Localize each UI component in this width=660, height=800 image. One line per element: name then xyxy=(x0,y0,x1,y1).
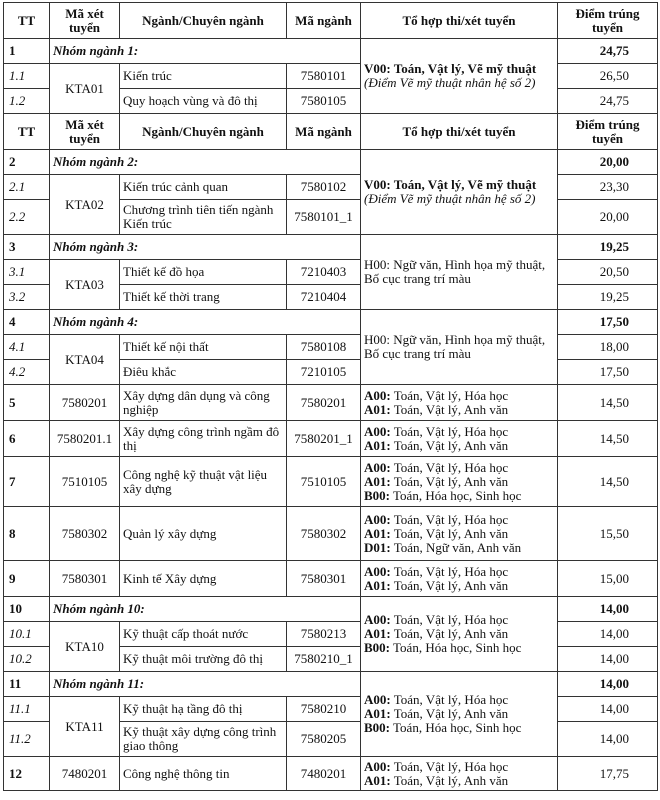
row-score: 17,50 xyxy=(558,360,658,385)
row-ma-nganh: 7580210 xyxy=(287,697,361,722)
header-tt: TT xyxy=(4,3,50,39)
row-ma-nganh: 7580213 xyxy=(287,622,361,647)
row-ma-nganh: 7210404 xyxy=(287,285,361,310)
row-tt: 8 xyxy=(4,507,50,561)
combo-text: V00: Toán, Vật lý, Vẽ mỹ thuật xyxy=(364,61,537,76)
combo-subjects: Toán, Vật lý, Anh văn xyxy=(390,706,509,721)
row-score: 14,50 xyxy=(558,421,658,457)
combo-subjects: Toán, Vật lý, Hóa học xyxy=(390,612,509,627)
group-score: 14,00 xyxy=(558,597,658,622)
table-row xyxy=(4,260,658,285)
combo-cell xyxy=(361,507,558,561)
row-score: 20,00 xyxy=(558,200,658,235)
combo-subjects: Toán, Vật lý, Hóa học xyxy=(390,692,509,707)
row-nganh: Công nghệ thông tin xyxy=(120,757,287,791)
row-score: 14,00 xyxy=(558,722,658,757)
row-nganh: Kiến trúc xyxy=(120,64,287,89)
combo-cell xyxy=(361,310,558,385)
combo-code: A00: xyxy=(364,758,391,774)
row-ma-nganh: 7580102 xyxy=(287,175,361,200)
row-tt: 4.2 xyxy=(4,360,50,385)
group-name: Nhóm ngành 3: xyxy=(50,235,361,260)
row-tt: 6 xyxy=(4,421,50,457)
row-tt: 5 xyxy=(4,385,50,421)
group-name: Nhóm ngành 1: xyxy=(50,39,361,64)
group-tt: 1 xyxy=(4,39,50,64)
row-score: 14,50 xyxy=(558,457,658,507)
combo-code: A00: xyxy=(364,459,391,475)
group-tt: 10 xyxy=(4,597,50,622)
row-nganh: Kinh tế Xây dựng xyxy=(120,561,287,597)
row-tt: 7 xyxy=(4,457,50,507)
row-score: 18,00 xyxy=(558,335,658,360)
row-ma-xet-tuyen: KTA10 xyxy=(50,622,120,672)
row-tt: 11.1 xyxy=(4,697,50,722)
combo-cell xyxy=(361,457,558,507)
header-row xyxy=(4,3,658,39)
row-ma-nganh: 7580105 xyxy=(287,89,361,114)
header-diem: Điểm trúng tuyển xyxy=(558,114,658,150)
table-row xyxy=(4,175,658,200)
row-ma-xet-tuyen: 7480201 xyxy=(50,757,120,791)
row-tt: 10.1 xyxy=(4,622,50,647)
row-nganh: Quy hoạch vùng và đô thị xyxy=(120,89,287,114)
group-name: Nhóm ngành 2: xyxy=(50,150,361,175)
combo-subjects: Toán, Vật lý, Hóa học xyxy=(390,387,509,403)
row-ma-nganh: 7580101 xyxy=(287,64,361,89)
combo-code: A00: xyxy=(364,387,391,403)
row-ma-nganh: 7580201_1 xyxy=(287,421,361,457)
combo-note: (Điểm Vẽ mỹ thuật nhân hệ số 2) xyxy=(364,75,536,90)
row-ma-xet-tuyen: 7510105 xyxy=(50,457,120,507)
row-tt: 12 xyxy=(4,757,50,791)
group-tt: 3 xyxy=(4,235,50,260)
row-score: 24,75 xyxy=(558,89,658,114)
header-nganh: Ngành/Chuyên ngành xyxy=(120,3,287,39)
header-ma-xet-tuyen: Mã xét tuyển xyxy=(50,114,120,150)
combo-cell xyxy=(361,597,558,672)
header-to-hop: Tổ hợp thi/xét tuyển xyxy=(361,114,558,150)
combo-cell xyxy=(361,421,558,457)
row-ma-xet-tuyen: 7580302 xyxy=(50,507,120,561)
table-row xyxy=(4,507,658,561)
combo-subjects: Toán, Vật lý, Anh văn xyxy=(390,577,509,593)
row-ma-xet-tuyen: 7580301 xyxy=(50,561,120,597)
row-nganh: Kiến trúc cảnh quan xyxy=(120,175,287,200)
row-ma-nganh: 7580301 xyxy=(287,561,361,597)
row-score: 19,25 xyxy=(558,285,658,310)
group-tt: 2 xyxy=(4,150,50,175)
row-nganh: Thiết kế đồ họa xyxy=(120,260,287,285)
group-tt: 11 xyxy=(4,672,50,697)
combo-cell xyxy=(361,39,558,114)
admission-scores-table xyxy=(3,2,658,791)
combo-subjects: Toán, Ngữ văn, Anh văn xyxy=(390,539,522,555)
combo-subjects: Toán, Hóa học, Sinh học xyxy=(390,640,522,655)
combo-cell xyxy=(361,561,558,597)
combo-subjects: Toán, Hóa học, Sinh học xyxy=(390,720,522,735)
combo-cell xyxy=(361,672,558,757)
combo-subjects: Toán, Vật lý, Hóa học xyxy=(390,423,509,439)
combo-code: B00: xyxy=(364,487,390,503)
group-row xyxy=(4,39,658,64)
combo-cell xyxy=(361,235,558,310)
group-name: Nhóm ngành 4: xyxy=(50,310,361,335)
row-nganh: Công nghệ kỹ thuật vật liệu xây dựng xyxy=(120,457,287,507)
combo-code: A01: xyxy=(364,401,391,417)
combo-code: A00: xyxy=(364,612,391,627)
row-nganh: Xây dựng công trình ngầm đô thị xyxy=(120,421,287,457)
table-row xyxy=(4,335,658,360)
group-score: 14,00 xyxy=(558,672,658,697)
row-ma-nganh: 7580101_1 xyxy=(287,200,361,235)
combo-text: H00: Ngữ văn, Hình họa mỹ thuật, Bố cục trang trí màu xyxy=(364,257,546,286)
header-ma-xet-tuyen: Mã xét tuyển xyxy=(50,3,120,39)
table-row xyxy=(4,64,658,89)
combo-subjects: Toán, Vật lý, Hóa học xyxy=(390,563,509,579)
row-tt: 1.1 xyxy=(4,64,50,89)
group-score: 24,75 xyxy=(558,39,658,64)
group-name: Nhóm ngành 11: xyxy=(50,672,361,697)
group-row xyxy=(4,672,658,697)
combo-code: A00: xyxy=(364,511,391,527)
row-score: 14,00 xyxy=(558,647,658,672)
combo-code: A00: xyxy=(364,423,391,439)
row-ma-xet-tuyen: KTA02 xyxy=(50,175,120,235)
table-row xyxy=(4,757,658,791)
row-score: 17,75 xyxy=(558,757,658,791)
combo-subjects: Toán, Vật lý, Anh văn xyxy=(390,772,509,788)
row-ma-xet-tuyen: 7580201 xyxy=(50,385,120,421)
row-nganh: Chương trình tiên tiến ngành Kiến trúc xyxy=(120,200,287,235)
group-row xyxy=(4,150,658,175)
combo-subjects: Toán, Vật lý, Hóa học xyxy=(390,511,509,527)
group-row xyxy=(4,310,658,335)
header-ma-nganh: Mã ngành xyxy=(287,3,361,39)
combo-subjects: Toán, Vật lý, Anh văn xyxy=(390,437,509,453)
combo-text: V00: Toán, Vật lý, Vẽ mỹ thuật xyxy=(364,177,537,192)
header-tt: TT xyxy=(4,114,50,150)
combo-code: A01: xyxy=(364,772,391,788)
row-tt: 2.2 xyxy=(4,200,50,235)
row-score: 15,00 xyxy=(558,561,658,597)
combo-code: A01: xyxy=(364,626,391,641)
row-ma-nganh: 7510105 xyxy=(287,457,361,507)
combo-code: A00: xyxy=(364,563,391,579)
header-diem: Điểm trúng tuyển xyxy=(558,3,658,39)
row-score: 20,50 xyxy=(558,260,658,285)
row-tt: 11.2 xyxy=(4,722,50,757)
group-tt: 4 xyxy=(4,310,50,335)
row-tt: 2.1 xyxy=(4,175,50,200)
group-score: 17,50 xyxy=(558,310,658,335)
table-row xyxy=(4,561,658,597)
row-tt: 9 xyxy=(4,561,50,597)
header-nganh: Ngành/Chuyên ngành xyxy=(120,114,287,150)
combo-code: A01: xyxy=(364,577,391,593)
row-score: 26,50 xyxy=(558,64,658,89)
row-score: 14,50 xyxy=(558,385,658,421)
row-nganh: Xây dựng dân dụng và công nghiệp xyxy=(120,385,287,421)
combo-cell xyxy=(361,150,558,235)
row-score: 15,50 xyxy=(558,507,658,561)
row-score: 23,30 xyxy=(558,175,658,200)
combo-subjects: Toán, Vật lý, Hóa học xyxy=(390,459,509,475)
combo-code: B00: xyxy=(364,640,390,655)
group-name: Nhóm ngành 10: xyxy=(50,597,361,622)
row-score: 14,00 xyxy=(558,697,658,722)
combo-subjects: Toán, Vật lý, Anh văn xyxy=(390,401,509,417)
header-ma-nganh: Mã ngành xyxy=(287,114,361,150)
header-row xyxy=(4,114,658,150)
table-row xyxy=(4,457,658,507)
header-to-hop: Tổ hợp thi/xét tuyển xyxy=(361,3,558,39)
combo-subjects: Toán, Vật lý, Anh văn xyxy=(390,626,509,641)
row-ma-xet-tuyen: KTA03 xyxy=(50,260,120,310)
group-score: 19,25 xyxy=(558,235,658,260)
combo-cell xyxy=(361,385,558,421)
row-ma-nganh: 7580210_1 xyxy=(287,647,361,672)
row-nganh: Thiết kế nội thất xyxy=(120,335,287,360)
row-ma-nganh: 7580108 xyxy=(287,335,361,360)
row-ma-nganh: 7210105 xyxy=(287,360,361,385)
group-row xyxy=(4,597,658,622)
row-ma-xet-tuyen: KTA11 xyxy=(50,697,120,757)
row-nganh: Điêu khắc xyxy=(120,360,287,385)
row-tt: 3.2 xyxy=(4,285,50,310)
combo-code: A01: xyxy=(364,525,391,541)
table-row xyxy=(4,385,658,421)
row-ma-xet-tuyen: 7580201.1 xyxy=(50,421,120,457)
group-row xyxy=(4,235,658,260)
combo-note: (Điểm Vẽ mỹ thuật nhân hệ số 2) xyxy=(364,191,536,206)
row-ma-xet-tuyen: KTA04 xyxy=(50,335,120,385)
table-row xyxy=(4,622,658,647)
combo-subjects: Toán, Vật lý, Anh văn xyxy=(390,473,509,489)
row-ma-nganh: 7580201 xyxy=(287,385,361,421)
row-nganh: Kỹ thuật môi trường đô thị xyxy=(120,647,287,672)
combo-code: A01: xyxy=(364,437,391,453)
row-ma-nganh: 7210403 xyxy=(287,260,361,285)
row-tt: 4.1 xyxy=(4,335,50,360)
row-tt: 10.2 xyxy=(4,647,50,672)
combo-code: D01: xyxy=(364,539,391,555)
combo-subjects: Toán, Vật lý, Anh văn xyxy=(390,525,509,541)
row-score: 14,00 xyxy=(558,622,658,647)
row-nganh: Kỹ thuật xây dựng công trình giao thông xyxy=(120,722,287,757)
table-row xyxy=(4,697,658,722)
row-nganh: Quản lý xây dựng xyxy=(120,507,287,561)
combo-code: B00: xyxy=(364,720,390,735)
row-ma-nganh: 7580302 xyxy=(287,507,361,561)
row-nganh: Kỹ thuật hạ tầng đô thị xyxy=(120,697,287,722)
row-tt: 1.2 xyxy=(4,89,50,114)
row-nganh: Kỹ thuật cấp thoát nước xyxy=(120,622,287,647)
group-score: 20,00 xyxy=(558,150,658,175)
combo-code: A00: xyxy=(364,692,391,707)
table-row xyxy=(4,421,658,457)
row-tt: 3.1 xyxy=(4,260,50,285)
combo-text: H00: Ngữ văn, Hình họa mỹ thuật, Bố cục trang trí màu xyxy=(364,332,546,361)
row-ma-nganh: 7580205 xyxy=(287,722,361,757)
combo-subjects: Toán, Vật lý, Hóa học xyxy=(390,758,509,774)
row-nganh: Thiết kế thời trang xyxy=(120,285,287,310)
combo-subjects: Toán, Hóa học, Sinh học xyxy=(390,487,522,503)
combo-code: A01: xyxy=(364,473,391,489)
combo-cell xyxy=(361,757,558,791)
combo-code: A01: xyxy=(364,706,391,721)
row-ma-nganh: 7480201 xyxy=(287,757,361,791)
row-ma-xet-tuyen: KTA01 xyxy=(50,64,120,114)
